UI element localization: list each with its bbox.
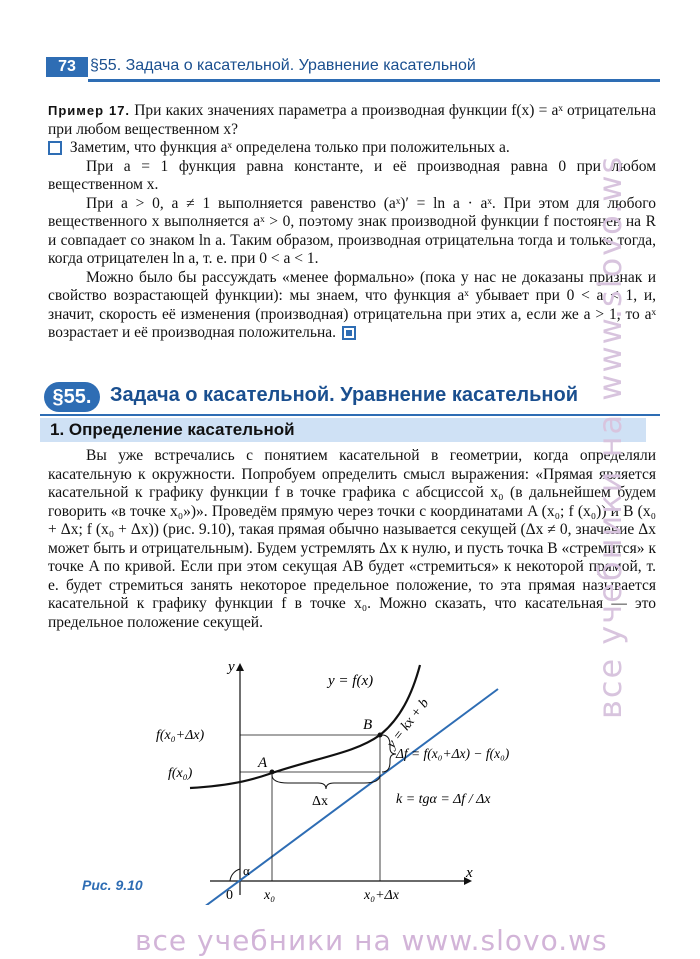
section-title: Задача о касательной. Уравнение касательной — [110, 384, 578, 406]
alpha-arc — [230, 869, 240, 881]
example-para-4 — [48, 269, 656, 343]
brace-dx — [272, 775, 380, 789]
point-a — [270, 770, 275, 775]
example-question-para — [48, 102, 656, 139]
x-axis-label: x — [466, 865, 473, 881]
side-watermark: все учебники на www.slovo.ws — [591, 154, 629, 719]
point-a-label: A — [258, 755, 268, 771]
point-b-label: B — [363, 717, 373, 733]
origin-label: 0 — [226, 888, 233, 903]
solution-end-icon — [342, 326, 356, 340]
delta-x-label: Δx — [312, 794, 329, 809]
subsection-heading — [40, 418, 646, 442]
curve-label: y = f(x) — [328, 673, 374, 689]
slope-label: k = tgα = Δf / Δx — [396, 792, 491, 807]
example-para-1 — [48, 139, 656, 158]
secant-label: y = kx + b — [384, 696, 433, 752]
section-heading — [40, 380, 660, 416]
subsection-title: 1. Определение касательной — [50, 420, 295, 439]
body-block — [48, 447, 656, 632]
example-text-4: Можно было бы рассуждать «менее формально» (пока у нас не доказаны признак и свойство возрастающей функции): мы знаем, что функция aˣ убывает при 0 < a < 1, и, значит, скорость её изменения (производная) отрицательна при этих a, если же a > 1, то aˣ возрастает и её производная положительна. — [48, 268, 656, 341]
example-question: При каких значениях параметра a производная функции f(x) = aˣ отрицательна при любом вещественном x? — [48, 102, 657, 138]
section-badge: §55. — [44, 382, 100, 412]
example-label: Пример 17. — [48, 103, 131, 118]
figure-9-10 — [150, 655, 550, 905]
fx0-label: f(x₀) — [168, 766, 193, 781]
bottom-watermark: все учебники на www.slovo.ws — [135, 924, 608, 957]
running-header — [40, 55, 660, 77]
example-para-3: При a > 0, a ≠ 1 выполняется равенство (aˣ)′ = ln a · aˣ. При этом для любого вещественного x выполняется aˣ > 0, поэтому знак производной функции f постоянен на R и совпадает со знаком ln a. Таким образом, производная отрицательна тогда и только тогда, когда отрицателен ln a, т. е. при 0 < a < 1. — [48, 194, 656, 267]
function-curve — [190, 665, 420, 788]
solution-start-icon — [48, 141, 62, 155]
x0dx-label: x₀+Δx — [364, 888, 399, 903]
example-text-1: Заметим, что функция aˣ определена только при положительных a. — [69, 139, 510, 156]
page-number: 73 — [46, 57, 88, 77]
body-para-1: Вы уже встречались с понятием касательной в геометрии, когда определяли касательную к окружности. Попробуем определить смысл выражения: «Прямая является касательной к графику функции f в точке графика с абсциссой x₀ (в дальнейшем будем говорить «в точке x₀»)». Проведём прямую через точки с координатами A (x₀; f (x₀)) и B (x₀ + Δx; f (x₀ + Δx)) (рис. 9.10), такая прямая обычно называется секущей (Δx ≠ 0, значение Δx может быть и отрицательным). Будем устремлять Δx к нулю, и пусть точка B «стремится» к точке A по кривой. Если при этом секущая AB будет «стремиться» к некоторой прямой, т. е. будет стремиться занять некоторое предельное положение, то эта прямая называется касательной к графику функции f в точке x₀. Можно сказать, что касательная — это предельное положение секущей. — [48, 447, 656, 631]
figure-caption: Рис. 9.10 — [82, 877, 143, 893]
delta-f-label: Δf = f(x₀+Δx) − f(x₀) — [396, 746, 510, 761]
example-block — [48, 102, 656, 343]
x0-label: x₀ — [264, 888, 276, 903]
example-para-2: При a = 1 функция равна константе, и её производная равна 0 при любом вещественном x. — [48, 157, 656, 193]
point-b — [378, 733, 383, 738]
running-title: §55. Задача о касательной. Уравнение касательной — [90, 57, 476, 74]
y-axis-label: y — [228, 659, 235, 675]
alpha-label: α — [243, 863, 250, 878]
y-axis-arrow — [236, 663, 244, 671]
fx0dx-label: f(x₀+Δx) — [156, 728, 205, 743]
